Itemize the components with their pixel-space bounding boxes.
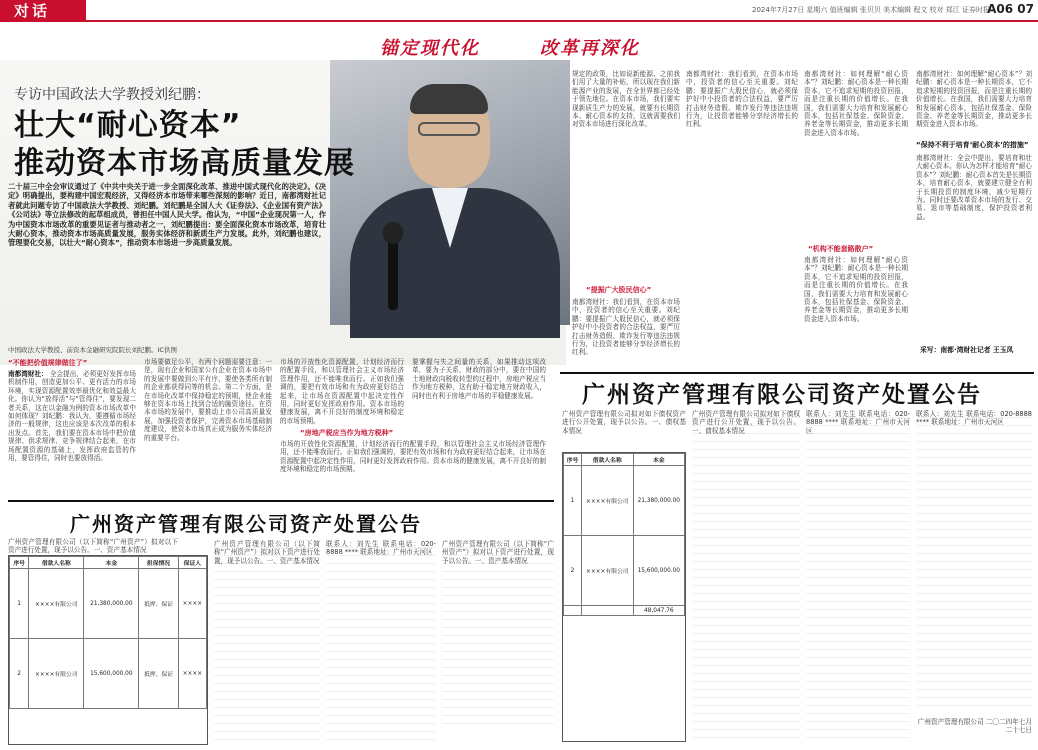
left-announcement-column-2: 广州资产管理有限公司（以下简称“广州资产”）拟对以下资产进行处置，现予以公告。一、资产基本情况 <box>214 540 320 745</box>
right-asset-table <box>562 452 686 742</box>
table-header: 序号 <box>10 557 29 569</box>
article-column-8-top: 南都湾财社：如何理解“耐心资本”？刘纪鹏：耐心资本是一种长期资本，它不追求短期的投资回报，而是注重长期的价值增长。在我国，我们需要大力培育和发展耐心资本，包括社保基金、保险资金、养老金等长期资金，推动更多长期资金进入资本市场。 <box>916 70 1032 129</box>
left-asset-table <box>8 555 208 745</box>
glasses-shape <box>418 122 480 136</box>
subhead-5: “保持不利于培育‘耐心资本’的措施” <box>916 141 1029 149</box>
article-column-7: 南都湾财社：如何理解“耐心资本”？刘纪鹏：耐心资本是一种长期资本，它不追求短期的投资回报，而是注重长期的价值增长。在我国，我们需要大力培育和发展耐心资本，包括社保基金、保险资金、养老金等长期资金，推动更多长期资金进入资本市场。 <box>804 70 908 137</box>
right-announcement-title: 广州资产管理有限公司资产处置公告 <box>582 382 982 408</box>
headline-line-2: 推动资本市场高质量发展 <box>14 146 355 181</box>
page-number: A06 07 <box>987 2 1034 16</box>
article-kicker: 专访中国政法大学教授刘纪鹏： <box>14 87 210 103</box>
table-header: 担保情况 <box>139 557 178 569</box>
table-header: 本金 <box>84 557 139 569</box>
right-announcement-column-3: 联系人：刘先生 联系电话：020-8888 **** 联系地址：广州市天河区 <box>806 410 910 742</box>
slogan-1: 锚定现代化 <box>380 38 480 59</box>
section-tab: 对话 <box>0 0 86 22</box>
table-total: 48,047.76 <box>633 606 684 616</box>
left-announcement-title: 广州资产管理有限公司资产处置公告 <box>70 512 422 536</box>
left-announcement-column-3: 联系人：刘先生 联系电话：020-8888 **** 联系地址：广州市天河区 <box>326 540 436 745</box>
article-column-2: 市场要做足公平，有两个问题需要注意：一是，现有企业和国家公有企业在资本市场中的发展中要做到公平有序，要使各类所有制的企业都获得同等的机会。第二个方面，是在市场化改革中保持稳定的预期，使企业能够在资本市场上找到合适的融资途径。在资本市场的发展中，要推动上市公司高质量发展，加强投资者保护，完善资本市场基础制度建设，使资本市场真正成为服务实体经济的重要平台。 <box>144 358 272 442</box>
subhead-2: “房地产税应当作为地方税种” <box>300 429 394 437</box>
microphone-head-icon <box>383 222 403 244</box>
interviewee-photo <box>330 60 570 325</box>
table-header: 借款人名称 <box>29 557 84 569</box>
right-announcement-column-2: 广州资产管理有限公司拟对如下债权资产进行公开处置，现予以公告。一、债权基本情况 <box>692 410 800 742</box>
headline-line-1: 壮大“耐心资本” <box>14 108 242 143</box>
article-column-3b: 市场的开放性化资源配置，计划经济而行的配置手段，和以管理社会主义市场经济管理作用，还不能唯我而行。正如我们强调的，要把有效市场和有为政府更好结合起来，让市场在资源配置中起决定性作用，同时更好发挥政府作用。资本市场的健康发展，离不开良好的制度环境和稳定的市场预期。 <box>280 440 546 474</box>
slogan-banner <box>380 34 720 62</box>
table-row <box>564 606 685 616</box>
photo-caption: 中国政法大学教授、前资本金融研究院院长刘纪鹏。IC供图 <box>8 346 177 354</box>
table-row: 1 ××××有限公司 21,380,000.00 抵押、保证 ×××× <box>10 569 207 639</box>
left-announcement-column-4: 广州资产管理有限公司（以下简称“广州资产”）拟对以下资产进行处置，现予以公告。一、资产基本情况 <box>442 540 554 730</box>
hair-shape <box>410 84 488 114</box>
article-column-1 <box>8 370 136 490</box>
left-announcement-intro: 广州资产管理有限公司（以下简称“广州资产”）拟对以下资产进行处置，现予以公告。一、资产基本情况 <box>8 538 178 555</box>
table-row: 1 ××××有限公司 21,380,000.00 <box>564 466 685 536</box>
table-header: 借款人名称 <box>581 454 633 466</box>
byline: 采写：南都·湾财社记者 王玉凤 <box>920 346 1014 354</box>
subhead-1: “不能把价值规律做往了” <box>8 359 88 367</box>
article-column-7b: 南都湾财社：如何理解“耐心资本”？刘纪鹏：耐心资本是一种长期资本，它不追求短期的投资回报，而是注重长期的价值增长。在我国，我们需要大力培育和发展耐心资本，包括社保基金、保险资金、养老金等长期资金，推动更多长期资金进入资本市场。 <box>804 256 908 323</box>
subhead-4: “机构不能套路散户” <box>808 245 874 253</box>
slogan-2: 改革再深化 <box>540 38 640 59</box>
page-header <box>0 0 1038 22</box>
article-column-8: 南都湾财社：全会中提出，要培育和壮大耐心资本。你认为怎样才能培育“耐心资本”？刘纪鹏：耐心资本首先是长期资本，培育耐心资本，就要建立健全有利于长期投资的制度环境，减少短期行为。同时还要改革资本市场的发行、交易、退市等基础制度，保护投资者利益。 <box>916 154 1032 221</box>
table-header: 序号 <box>564 454 582 466</box>
table-row: 2 ××××有限公司 15,600,000.00 抵押、保证 ×××× <box>10 639 207 709</box>
article-column-6: 南都湾财社：我们看到，在资本市场中，投资者的信心至关重要。刘纪鹏：要提振广大股民信心，就必须保护好中小投资者的合法权益，要严厉打击财务造假、欺诈发行等违法违规行为，让投资者能够分享经济增长的红利。 <box>572 298 680 357</box>
article-lead: 二十届三中全会审议通过了《中共中央关于进一步全面深化改革、推进中国式现代化的决定》。《决定》明确提出，要构建中国宏观经济，又得经济本市场带来哪些深刻的影响？近日，南都湾财社记者就此问题专访了中国政法大学教授、刘纪鹏。刘纪鹏是全国人大《证券法》、《企业国有资产法》《公司法》等立法修改的起草组成员，曾担任中国人民大学。他认为，“中国”企业现况第一人，作为中国资本市场改革的重要见证者与推动者之一，刘纪鹏提出：要全面深化资本市场改革，培育壮大耐心资本，推动资本市场高质量发展，服务实体经济和新质生产力发展。此外，刘纪鹏也建议，管理要化交易，以壮大“耐心资本”，推动资本市场进一步高质量发展。 <box>8 182 326 248</box>
left-announcement-rule <box>8 500 554 502</box>
right-announcement-signature: 广州资产管理有限公司 二〇二四年七月二十七日 <box>917 718 1032 735</box>
table-header: 保证人 <box>178 557 206 569</box>
right-announcement-intro: 广州资产管理有限公司拟对如下债权资产进行公开处置，现予以公告。一、债权基本情况 <box>562 410 686 435</box>
right-announcement-column-4: 联系人：刘先生 联系电话：020-8888 **** 联系地址：广州市天河区 <box>916 410 1032 710</box>
subhead-3: “提振广大股民信心” <box>586 286 652 294</box>
question-label: 南都湾财社： <box>8 370 48 378</box>
article-column-4: 要掌握与失之间量的关系，如果推动这项改革，要为子关系，财政的部分中，要在中国的土地财政向税收转型的过程中，房地产税应当作为地方税种，这有助于稳定地方财政收入，同时也有利于房地产市场的平稳健康发展。 <box>412 358 546 400</box>
table-row: 2 ××××有限公司 15,600,000.00 <box>564 536 685 606</box>
article-column-3: 市场的开放性化资源配置，计划经济而行的配置手段，和以管理社会主义市场经济管理作用，还不能唯我而行。正如我们强调的，要把有效市场和有为政府更好结合起来，让市场在资源配置中起决定性作用，同时更好发挥政府作用。资本市场的健康发展，离不开良好的制度环境和稳定的市场预期。 <box>280 358 404 425</box>
article-column-5: 规定的政策，比如说新能源、之前我们用了大量的补贴，所以现在我们新能源产业的发展，在全世界都已经处于领先地位。在资本市场，我们要实现新质生产力的发展，就要有长期资本、耐心资本的支持，这就需要我们对资本市场进行深化改革。 <box>572 70 680 129</box>
column-1-text: 全会提出，必须更好发挥市场机制作用，创造更加公平、更有活力的市场环境，实现资源配置效率最优化和效益最大化。你认为“放得活”与“管得住”，要发现二者关系，这在以金融为例的资本市场改革中如何体现？刘纪鹏：我认为，要遵循市场经济的一般规律，这也应该是本次改革的根本出发点。首先，我们要在资本市场中把价值规律、供求规律、竞争规律结合起来，在市场配置资源的基础上，发挥政府监管的作用，要管得住，同时也要放得活。 <box>8 370 137 463</box>
table-header: 本金 <box>633 454 684 466</box>
article-column-6b: 南都湾财社：我们看到，在资本市场中，投资者的信心至关重要。刘纪鹏：要提振广大股民信心，就必须保护好中小投资者的合法权益，要严厉打击财务造假、欺诈发行等违法违规行为，让投资者能够分享经济增长的红利。 <box>686 70 798 129</box>
right-announcement-rule <box>560 372 1034 374</box>
masthead-info: 2024年7月27日 星期六 值班编辑 张贝贝 美术编辑 程文 校对 郑江 证券时报 <box>752 6 990 14</box>
